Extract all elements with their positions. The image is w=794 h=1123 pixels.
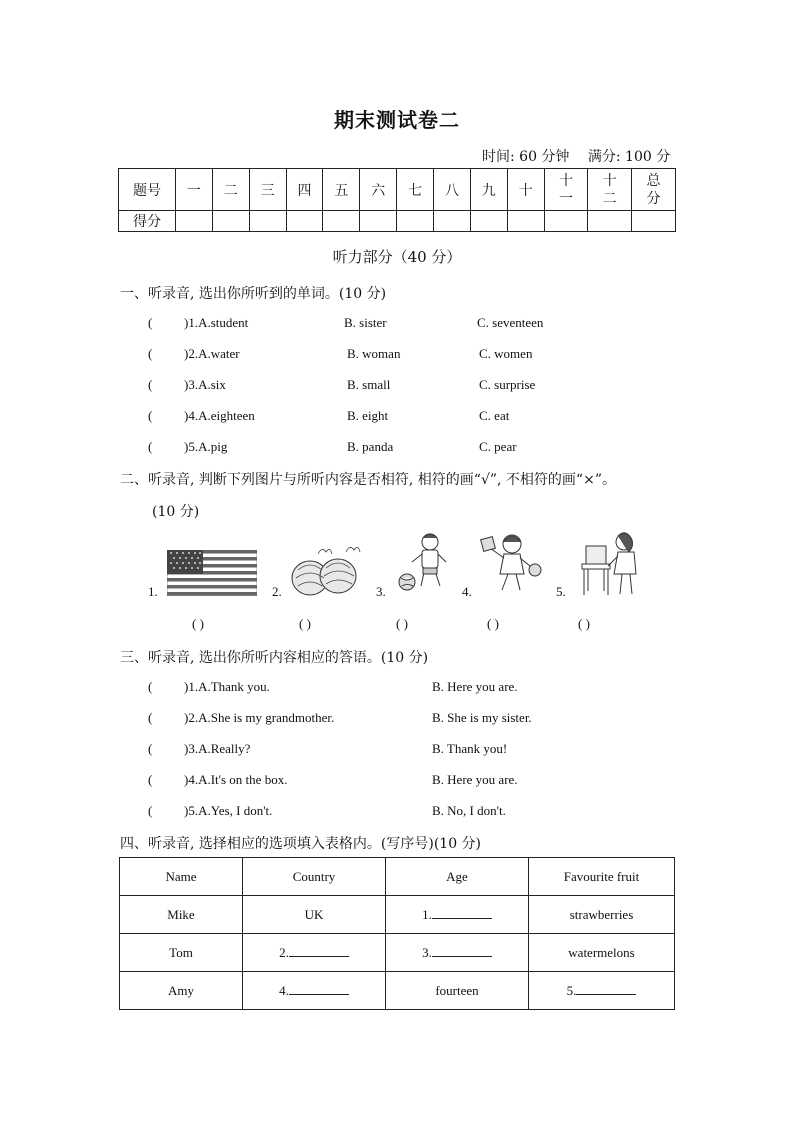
answer-paren: ( bbox=[148, 439, 153, 454]
table-cell: watermelons bbox=[529, 934, 675, 972]
score-cell[interactable] bbox=[588, 211, 632, 232]
score-col: 二 bbox=[212, 169, 249, 211]
score-col bbox=[588, 169, 632, 211]
section-3-heading: 三、听录音, 选出你所听内容相应的答语。(10 分) bbox=[120, 650, 429, 666]
question-option-a: )1.A.Thank you. bbox=[184, 679, 270, 694]
answer-cell[interactable] bbox=[529, 972, 675, 1010]
usa-flag-picture bbox=[167, 550, 257, 596]
question-option-b: B. Thank you! bbox=[432, 741, 508, 756]
question-option-a: )2.A.water bbox=[184, 346, 240, 361]
table-cell: Tom bbox=[120, 934, 243, 972]
score-cell[interactable] bbox=[397, 211, 434, 232]
section-1-heading: 一、听录音, 选出你所听到的单词。(10 分) bbox=[120, 286, 387, 302]
picture-label: 3. bbox=[376, 584, 386, 599]
question-option-a: )1.A.student bbox=[184, 315, 249, 330]
question-option-b: B. sister bbox=[344, 315, 387, 330]
score-col-label: 十一 bbox=[558, 172, 573, 207]
page-title: 期末测试卷二 bbox=[334, 108, 460, 132]
table-cell: UK bbox=[243, 896, 386, 934]
score-cell[interactable] bbox=[286, 211, 323, 232]
score-col: 一 bbox=[176, 169, 213, 211]
score-table-row-label: 得分 bbox=[119, 211, 176, 232]
score-col bbox=[544, 169, 588, 211]
score-col: 三 bbox=[249, 169, 286, 211]
answer-line[interactable] bbox=[576, 982, 636, 995]
score-cell[interactable] bbox=[249, 211, 286, 232]
question-option-a: )3.A.six bbox=[184, 377, 226, 392]
score-cell[interactable] bbox=[632, 211, 676, 232]
score-col: 十 bbox=[507, 169, 544, 211]
picture-label: 5. bbox=[556, 584, 566, 599]
question-option-a: )5.A.pig bbox=[184, 439, 228, 454]
blank-number: 2. bbox=[279, 945, 289, 960]
table-row bbox=[120, 896, 675, 934]
score-table bbox=[118, 168, 676, 232]
score-col: 五 bbox=[323, 169, 360, 211]
question-option-a: )4.A.eighteen bbox=[184, 408, 255, 423]
section-2-heading: 二、听录音, 判断下列图片与所听内容是否相符, 相符的画“√”, 不相符的画“×”。 bbox=[120, 472, 616, 488]
score-col: 六 bbox=[360, 169, 397, 211]
answer-line[interactable] bbox=[289, 944, 349, 957]
score-cell[interactable] bbox=[323, 211, 360, 232]
question-option-b: B. panda bbox=[347, 439, 394, 454]
score-cell[interactable] bbox=[470, 211, 507, 232]
answer-blank[interactable]: ( ) bbox=[578, 616, 590, 631]
answer-paren: ( bbox=[148, 408, 153, 423]
question-option-a: )2.A.She is my grandmother. bbox=[184, 710, 335, 725]
answer-paren: ( bbox=[148, 710, 153, 725]
question-option-b: B. eight bbox=[347, 408, 389, 423]
table-cell: fourteen bbox=[386, 972, 529, 1010]
section-4-heading: 四、听录音, 选择相应的选项填入表格内。(写序号)(10 分) bbox=[120, 836, 482, 852]
answer-line[interactable] bbox=[432, 944, 492, 957]
answer-line[interactable] bbox=[432, 906, 492, 919]
score-col-label: 十二 bbox=[602, 172, 617, 207]
answer-blank[interactable]: ( ) bbox=[192, 616, 204, 631]
answer-blank[interactable]: ( ) bbox=[487, 616, 499, 631]
question-option-c: C. women bbox=[479, 346, 533, 361]
answer-line[interactable] bbox=[289, 982, 349, 995]
score-cell[interactable] bbox=[176, 211, 213, 232]
column-header: Country bbox=[243, 858, 386, 896]
answer-cell[interactable] bbox=[243, 934, 386, 972]
girl-with-toys-picture bbox=[478, 530, 544, 596]
score-cell[interactable] bbox=[360, 211, 397, 232]
blank-number: 5. bbox=[566, 983, 577, 998]
table-row bbox=[120, 972, 675, 1010]
answer-paren: ( bbox=[148, 315, 153, 330]
time-limit: 时间: 60 分钟 bbox=[482, 149, 570, 165]
question-option-a: )5.A.Yes, I don't. bbox=[184, 803, 273, 818]
answer-blank[interactable]: ( ) bbox=[299, 616, 311, 631]
score-table-row-label: 题号 bbox=[119, 169, 176, 211]
question-option-c: C. surprise bbox=[479, 377, 536, 392]
question-option-c: C. seventeen bbox=[477, 315, 544, 330]
table-cell: Amy bbox=[120, 972, 243, 1010]
score-col: 九 bbox=[470, 169, 507, 211]
answer-paren: ( bbox=[148, 803, 153, 818]
answer-paren: ( bbox=[148, 679, 153, 694]
picture-label: 4. bbox=[462, 584, 472, 599]
score-col-label: 总分 bbox=[646, 172, 661, 207]
question-option-b: B. Here you are. bbox=[432, 772, 518, 787]
full-score: 满分: 100 分 bbox=[587, 149, 671, 165]
exam-meta bbox=[482, 146, 684, 166]
table-row bbox=[120, 934, 675, 972]
score-col bbox=[632, 169, 676, 211]
answer-cell[interactable] bbox=[243, 972, 386, 1010]
table-cell: strawberries bbox=[529, 896, 675, 934]
picture-label: 1. bbox=[148, 584, 158, 599]
watermelons-picture bbox=[288, 540, 364, 598]
fill-in-table bbox=[119, 857, 675, 1010]
column-header: Name bbox=[120, 858, 243, 896]
question-option-c: C. eat bbox=[479, 408, 510, 423]
answer-paren: ( bbox=[148, 741, 153, 756]
blank-number: 4. bbox=[279, 983, 289, 998]
question-option-b: B. She is my sister. bbox=[432, 710, 532, 725]
answer-paren: ( bbox=[148, 346, 153, 361]
answer-cell[interactable] bbox=[386, 896, 529, 934]
score-col: 七 bbox=[397, 169, 434, 211]
question-option-b: B. Here you are. bbox=[432, 679, 518, 694]
answer-paren: ( bbox=[148, 772, 153, 787]
column-header: Favourite fruit bbox=[529, 858, 675, 896]
column-header: Age bbox=[386, 858, 529, 896]
question-option-b: B. small bbox=[347, 377, 391, 392]
score-col: 八 bbox=[434, 169, 471, 211]
question-option-a: )4.A.It's on the box. bbox=[184, 772, 288, 787]
boy-with-ball-picture bbox=[392, 530, 454, 596]
picture-label: 2. bbox=[272, 584, 282, 599]
listening-part-title: 听力部分（40 分） bbox=[332, 248, 462, 266]
question-option-b: B. woman bbox=[347, 346, 401, 361]
score-cell[interactable] bbox=[544, 211, 588, 232]
answer-paren: ( bbox=[148, 377, 153, 392]
section-2-score: (10 分) bbox=[152, 504, 200, 520]
girl-and-chair-picture bbox=[574, 530, 654, 598]
question-option-c: C. pear bbox=[479, 439, 517, 454]
question-option-b: B. No, I don't. bbox=[432, 803, 506, 818]
score-cell[interactable] bbox=[507, 211, 544, 232]
question-option-a: )3.A.Really? bbox=[184, 741, 251, 756]
score-col: 四 bbox=[286, 169, 323, 211]
table-cell: Mike bbox=[120, 896, 243, 934]
blank-number: 3. bbox=[422, 945, 432, 960]
blank-number: 1. bbox=[422, 907, 432, 922]
score-cell[interactable] bbox=[212, 211, 249, 232]
score-cell[interactable] bbox=[434, 211, 471, 232]
answer-blank[interactable]: ( ) bbox=[396, 616, 408, 631]
answer-cell[interactable] bbox=[386, 934, 529, 972]
